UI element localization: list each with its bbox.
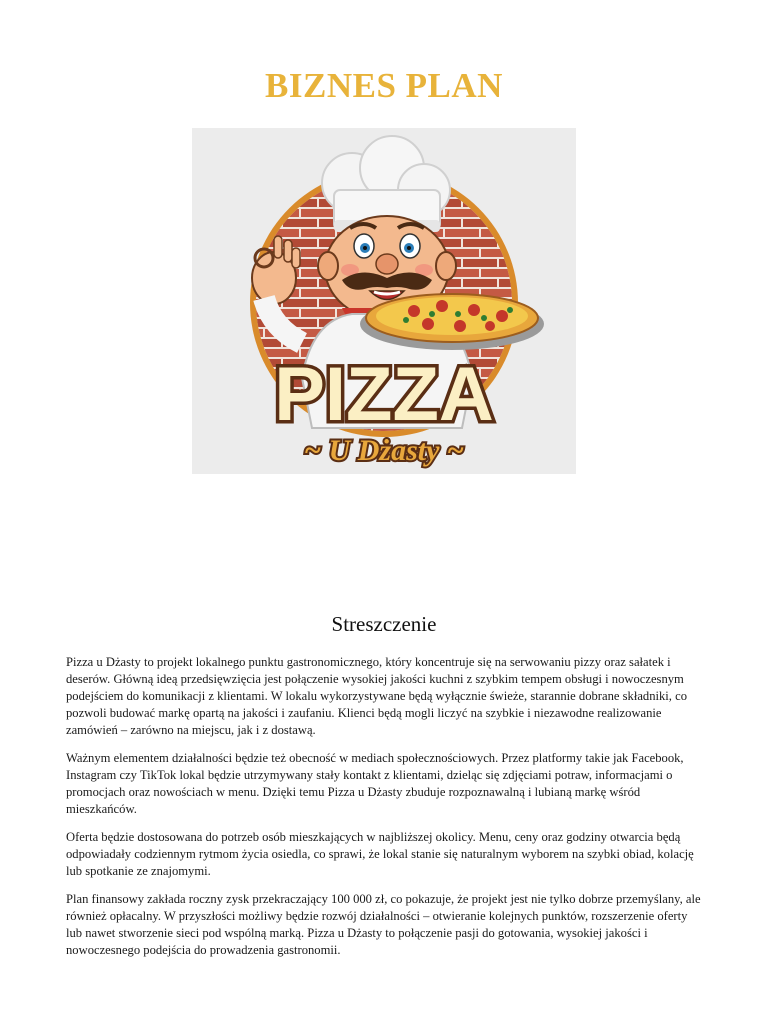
paragraph: Pizza u Dżasty to projekt lokalnego punktu gastronomicznego, który koncentruje się na serwowaniu pizzy oraz sałatek i deserów. Główną ideą przedsięwzięcia jest połączenie wysokiej jakości kuchni z szybkim tempem obsługi i nowoczesnym podejściem do komunikacji z klientami. W lokalu wykorzystywane będą wyłącznie świeże, starannie dobrane składniki, co pozwoli budować markę opartą na jakości i zaufaniu. Klienci będą mogli liczyć na szybkie i niezawodne realizowanie zamówień – zarówno na miejscu, jak i z dostawą. [66, 655, 687, 737]
paragraph: Ważnym elementem działalności będzie też obecność w mediach społecznościowych. Przez platformy takie jak Facebook, Instagram czy TikTok lokal będzie utrzymywany stały kontakt z klientami, dzieląc się zdjęciami potraw, informacjami o promocjach oraz nowościach w menu. Dzięki temu Pizza u Dżasty zbuduje rozpoznawalną i lubianą markę wśród mieszkańców. [66, 751, 684, 816]
section-heading: Streszczenie [331, 612, 437, 636]
logo-main-text: PIZZA [274, 352, 494, 437]
paragraph: Oferta będzie dostosowana do potrzeb osób mieszkających w najbliższej okolicy. Menu, ceny oraz godziny otwarcia będą odpowiadały codziennym rytmom życia osiedla, co sprawi, że lokal stanie się naturalnym wyborem na szybki obiad, kolację lub spotkanie ze znajomymi. [66, 830, 694, 878]
summary-body [66, 654, 706, 970]
logo-sub-text: ~ U Dżasty ~ [303, 434, 465, 467]
pizza-logo [192, 128, 576, 474]
paragraph: Plan finansowy zakłada roczny zysk przekraczający 100 000 zł, co pokazuje, że projekt jest nie tylko dobrze przemyślany, ale również opłacalny. W przyszłości możliwy będzie rozwój działalności – otwieranie kolejnych punktów, rozszerzenie oferty lub nawet stworzenie sieci pod wspólną marką. Pizza u Dżasty to połączenie pasji do gotowania, wysokiej jakości i nowoczesnego podejścia do prowadzenia gastronomii. [66, 892, 701, 957]
pizza-icon [360, 294, 544, 350]
document-title: BIZNES PLAN [265, 66, 503, 105]
